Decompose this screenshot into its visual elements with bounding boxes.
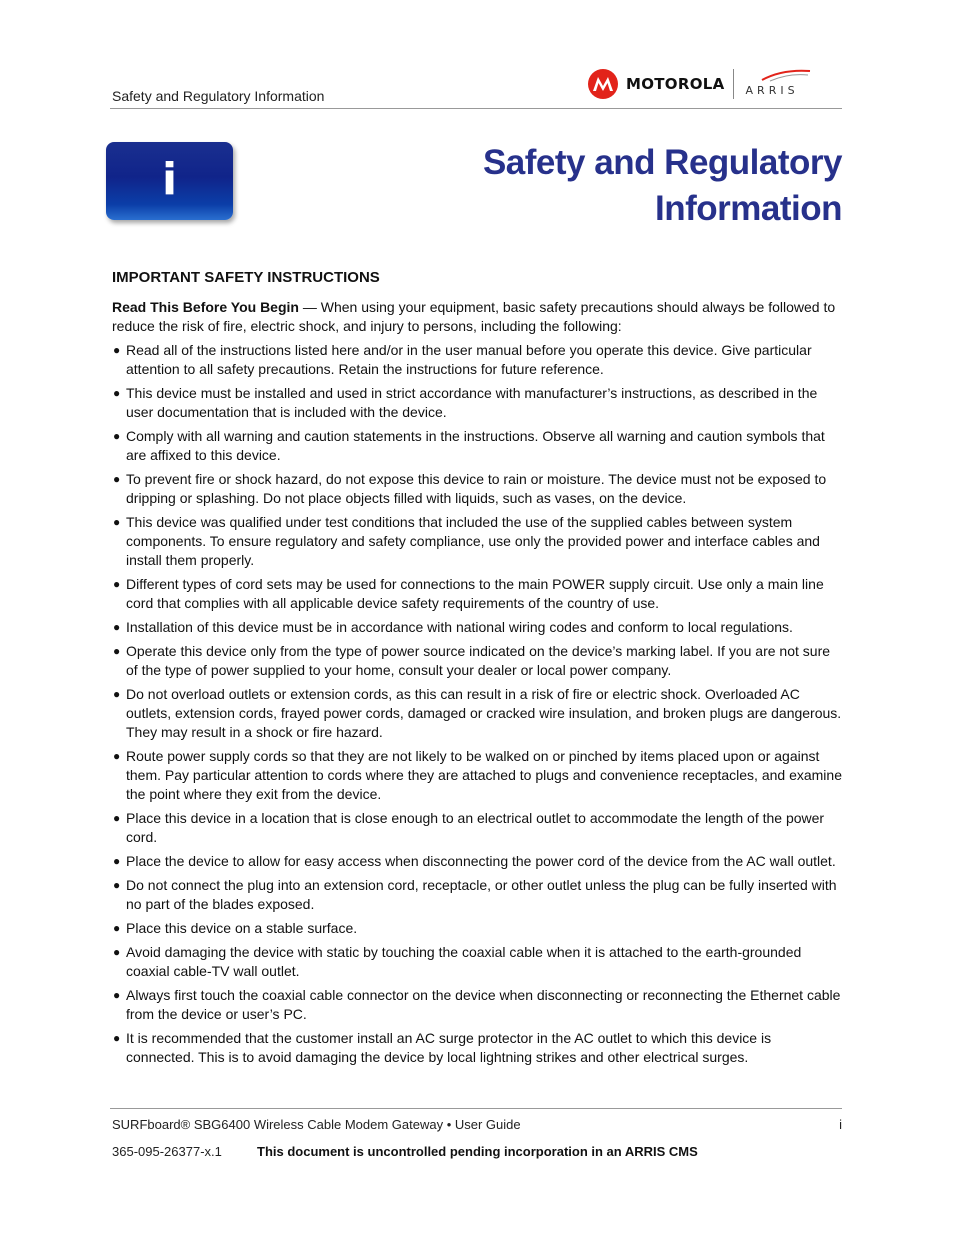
bullet-icon: ● — [113, 749, 121, 763]
page-number: i — [839, 1117, 842, 1132]
list-item: ● Place this device in a location that is close enough to an electrical outlet to accommodate the length of the power cord. — [113, 810, 825, 845]
brand-logos — [588, 66, 838, 102]
arris-logo — [746, 68, 812, 100]
motorola-batwing-icon — [588, 69, 618, 99]
motorola-logo-text: MOTOROLA — [626, 75, 725, 93]
list-item: ● This device was qualified under test conditions that included the use of the supplied cables between system components. To ensure regulatory and safety compliance, use only the provided power and interface cables and install them properly. — [113, 514, 820, 568]
section-heading: IMPORTANT SAFETY INSTRUCTIONS — [112, 269, 380, 286]
list-item: ● Avoid damaging the device with static by touching the coaxial cable when it is attached to the earth-grounded coaxial cable-TV wall outlet. — [113, 944, 802, 979]
bullet-icon: ● — [113, 343, 121, 357]
list-item: ● Operate this device only from the type of power source indicated on the device’s marking label. If you are not sure of the type of power supplied to your home, consult your dealer or local power company. — [113, 643, 831, 678]
list-item: ● Route power supply cords so that they are not likely to be walked on or pinched by items placed upon or against them. Pay particular attention to cords where they are attached to plugs and convenience receptacles, and examine the point where they exit from the device. — [113, 748, 842, 802]
bullet-icon: ● — [113, 811, 121, 825]
list-item: ● Place this device on a stable surface. — [113, 920, 358, 936]
bullet-icon: ● — [113, 472, 121, 486]
bullet-icon: ● — [113, 386, 121, 400]
list-item: ● Read all of the instructions listed here and/or in the user manual before you operate this device. Give particular attention to all safety precautions. Retain the instructions for future reference. — [113, 342, 812, 377]
safety-instructions-list — [112, 341, 842, 1067]
bullet-icon: ● — [113, 515, 121, 529]
list-item: ● To prevent fire or shock hazard, do not expose this device to rain or moisture. The device must not be exposed to dripping or splashing. Do not place objects filled with liquids, such as vases, on the device. — [113, 471, 827, 506]
bullet-icon: ● — [113, 687, 121, 701]
list-item: ● Do not connect the plug into an extension cord, receptacle, or other outlet unless the plug can be fully inserted with no part of the blades exposed. — [113, 877, 837, 912]
list-item: ● It is recommended that the customer install an AC surge protector in the AC outlet to which this device is connected. This is to avoid damaging the device by local lightning strikes and other electrical surges. — [113, 1030, 772, 1065]
document-notice: This document is uncontrolled pending incorporation in an ARRIS CMS — [257, 1144, 698, 1159]
chapter-title-line2: Information — [655, 189, 842, 228]
running-header: Safety and Regulatory Information — [112, 88, 325, 104]
arris-logo-text: ARRIS — [745, 84, 799, 97]
bullet-icon: ● — [113, 945, 121, 959]
header-divider — [110, 108, 842, 109]
bullet-icon: ● — [113, 1031, 121, 1045]
intro-text: — When using your equipment, basic safety precautions should always be followed to reduce the risk of fire, electric shock, and injury to persons, including the following: — [112, 299, 836, 334]
intro-lead: Read This Before You Begin — [112, 299, 299, 315]
list-item: ● Always first touch the coaxial cable connector on the device when disconnecting or reconnecting the Ethernet cable from the device or user’s PC. — [113, 987, 841, 1022]
logo-divider — [733, 69, 734, 99]
bullet-icon: ● — [113, 878, 121, 892]
arris-swoosh-icon — [760, 68, 812, 82]
list-item: ● Do not overload outlets or extension cords, as this can result in a risk of fire or electric shock. Overloaded AC outlets, extension cords, frayed power cords, damaged or cracked wire insulation, and broken plugs are dangerous. They may result in a shock or fire hazard. — [113, 686, 842, 740]
bullet-icon: ● — [113, 620, 121, 634]
chapter-title — [382, 140, 842, 232]
list-item: ● Place the device to allow for easy access when disconnecting the power cord of the device from the AC wall outlet. — [113, 853, 836, 869]
list-item: ● Comply with all warning and caution statements in the instructions. Observe all warning and caution symbols that are affixed to this device. — [113, 428, 825, 463]
info-icon — [106, 142, 233, 220]
chapter-title-line1: Safety and Regulatory — [482, 143, 842, 182]
bullet-icon: ● — [113, 577, 121, 591]
document-number: 365-095-26377-x.1 — [112, 1144, 222, 1159]
bullet-icon: ● — [113, 854, 121, 868]
info-badge-letter: i — [161, 153, 178, 205]
list-item: ● Different types of cord sets may be used for connections to the main POWER supply circuit. Use only a main line cord that complies with all applicable device safety requirements of the country of use. — [113, 576, 824, 611]
list-item: ● This device must be installed and used in strict accordance with manufacturer’s instructions, as described in the user documentation that is included with the device. — [113, 385, 818, 420]
footer-product: SURFboard® SBG6400 Wireless Cable Modem Gateway • User Guide — [112, 1117, 521, 1132]
intro-paragraph — [112, 298, 842, 336]
list-item: ● Installation of this device must be in accordance with national wiring codes and conform to local regulations. — [113, 619, 793, 635]
body-content — [112, 268, 842, 1072]
bullet-icon: ● — [113, 429, 121, 443]
bullet-icon: ● — [113, 921, 121, 935]
bullet-icon: ● — [113, 644, 121, 658]
bullet-icon: ● — [113, 988, 121, 1002]
footer-divider — [110, 1108, 842, 1109]
